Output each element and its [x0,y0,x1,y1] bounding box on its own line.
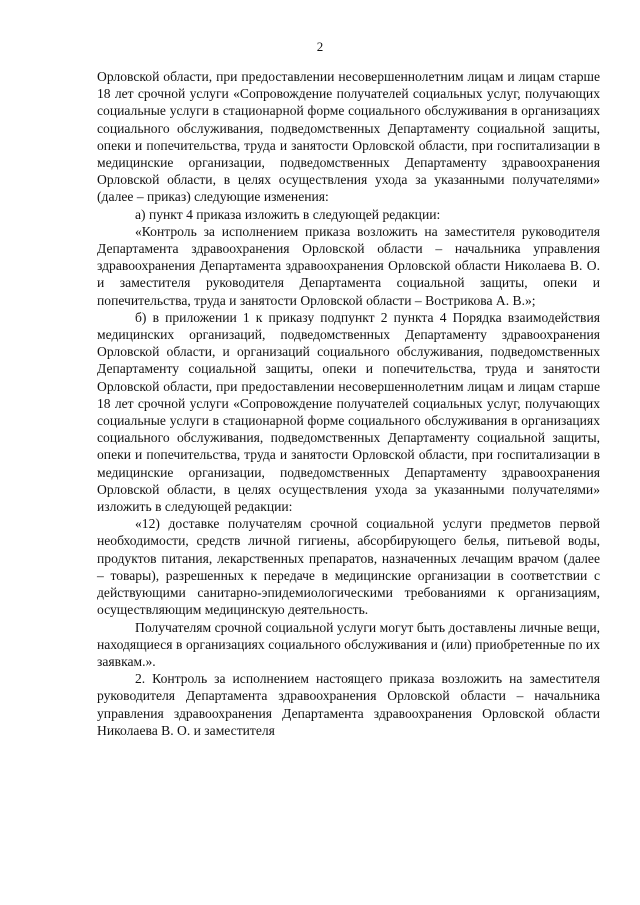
paragraph-item-a: а) пункт 4 приказа изложить в следующей редакции: [135,206,441,222]
paragraph-item-b: б) в приложении 1 к приказу подпункт 2 пункта 4 Порядка взаимодействия медицинских организаций, подведомственных Департаменту здравоохранения Орловской области, и организаций социального обслуживания, подведомственных Департаменту социальной защиты, опеки и попечительства, труда и занятости Орловской области, при предоставлении несовершеннолетним лицам и лицам старше 18 лет срочной услуги «Сопровождение получателей социальных услуг, получающих социальные услуги в стационарной форме социального обслуживания в организациях социального обслуживания, подведомственных Департаменту социальной защиты, опеки и попечительства, труда и занятости Орловской области, при госпитализации в медицинские организации, подведомственных Департаменту здравоохранения Орловской области, в целях осуществления ухода за указанными получателями» изложить в следующей редакции: [97,309,600,515]
paragraph-intro: Орловской области, при предоставлении несовершеннолетним лицам и лицам старше 18 лет срочной услуги «Сопровождение получателей социальных услуг, получающих социальные услуги в стационарной форме социального обслуживания в организациях социального обслуживания, подведомственных Департаменту социальной защиты, опеки и попечительства, труда и занятости Орловской области, при госпитализации в медицинские организации, подведомственных Департаменту здравоохранения Орловской области, в целях осуществления ухода за указанными получателями» (далее – приказ) следующие изменения: [97,69,600,205]
paragraph-control: 2. Контроль за исполнением настоящего приказа возложить на заместителя руководителя Департамента здравоохранения Орловской области – начальника управления здравоохранения Департамента здравоохранения Орловской области Николаева В. О. и заместителя [97,671,600,738]
document-body [97,68,600,739]
paragraph-personal-items: Получателям срочной социальной услуги могут быть доставлены личные вещи, находящиеся в организациях социального обслуживания и (или) приобретенные по их заявкам.». [97,619,600,669]
page-number: 2 [316,39,324,54]
paragraph-item-a-text: «Контроль за исполнением приказа возложить на заместителя руководителя Департамента здравоохранения Орловской области – начальника управления здравоохранения Департамента здравоохранения Орловской области Николаева В. О. и заместителя руководителя Департамента социальной защиты, опеки и попечительства, труда и занятости Орловской области – Вострикова А. В.»; [97,223,600,308]
paragraph-subitem-12: «12) доставке получателям срочной социальной услуги предметов первой необходимости, средств личной гигиены, абсорбирующего белья, питьевой воды, продуктов питания, лекарственных препаратов, назначенных лечащим врачом (далее – товары), разрешенных к передаче в медицинские организации в соответствии с действующими санитарно-эпидемиологическими требованиями к организациям, осуществляющим медицинскую деятельность. [97,516,600,618]
